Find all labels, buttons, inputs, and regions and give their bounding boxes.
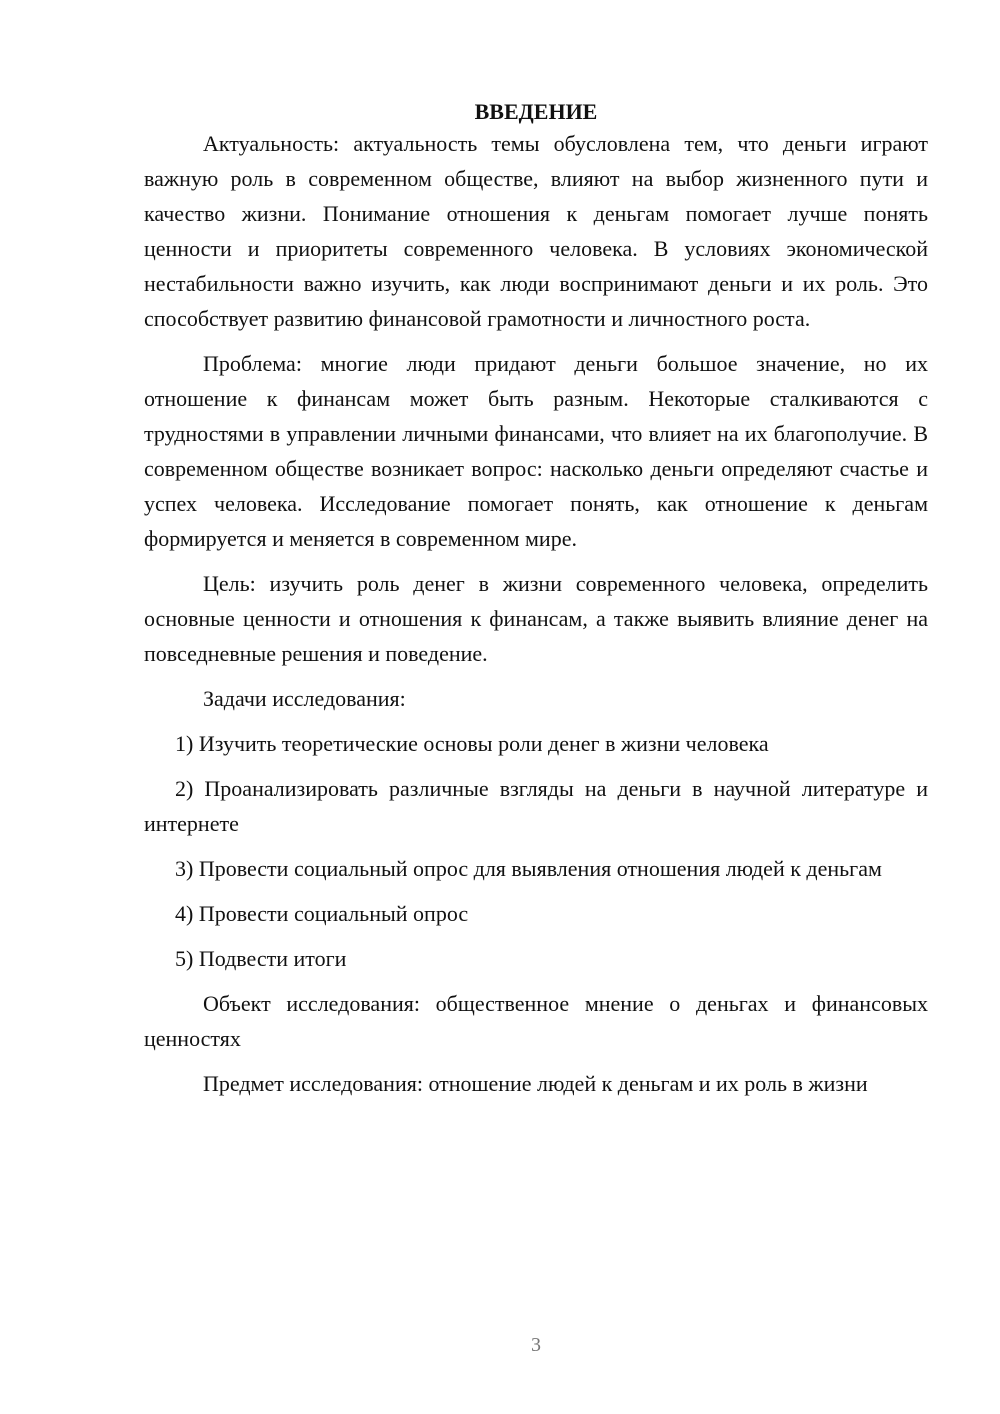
page-body xyxy=(144,94,928,1111)
task-item: 5) Подвести итоги xyxy=(175,946,347,971)
page-number: 3 xyxy=(531,1334,541,1356)
tasks-heading: Задачи исследования: xyxy=(203,686,406,711)
task-item: 4) Провести социальный опрос xyxy=(175,901,469,926)
task-item: 1) Изучить теоретические основы роли денег в жизни человека xyxy=(175,731,769,756)
task-item: 3) Провести социальный опрос для выявления отношения людей к деньгам xyxy=(175,856,882,881)
problem-paragraph: Проблема: многие люди придают деньги большое значение, но их отношение к финансам может быть разным. Некоторые сталкиваются с трудностями в управлении личными финансами, что влияет на их благополучие. В современном обществе возникает вопрос: насколько деньги определяют счастье и успех человека. Исследование помогает понять, как отношение к деньгам формируется и меняется в современном мире. xyxy=(144,351,928,551)
subject-paragraph: Предмет исследования: отношение людей к деньгам и их роль в жизни xyxy=(203,1071,868,1096)
actuality-paragraph: Актуальность: актуальность темы обусловлена тем, что деньги играют важную роль в современном обществе, влияют на выбор жизненного пути и качество жизни. Понимание отношения к деньгам помогает лучше понять ценности и приоритеты современного человека. В условиях экономической нестабильности важно изучить, как люди воспринимают деньги и их роль. Это способствует развитию финансовой грамотности и личностного роста. xyxy=(144,131,928,331)
task-item: 2) Проанализировать различные взгляды на деньги в научной литературе и интернете xyxy=(144,776,928,836)
object-paragraph: Объект исследования: общественное мнение о деньгах и финансовых ценностях xyxy=(144,991,928,1051)
section-heading: ВВЕДЕНИЕ xyxy=(474,99,598,124)
goal-paragraph: Цель: изучить роль денег в жизни современного человека, определить основные ценности и отношения к финансам, а также выявить влияние денег на повседневные решения и поведение. xyxy=(144,571,928,666)
